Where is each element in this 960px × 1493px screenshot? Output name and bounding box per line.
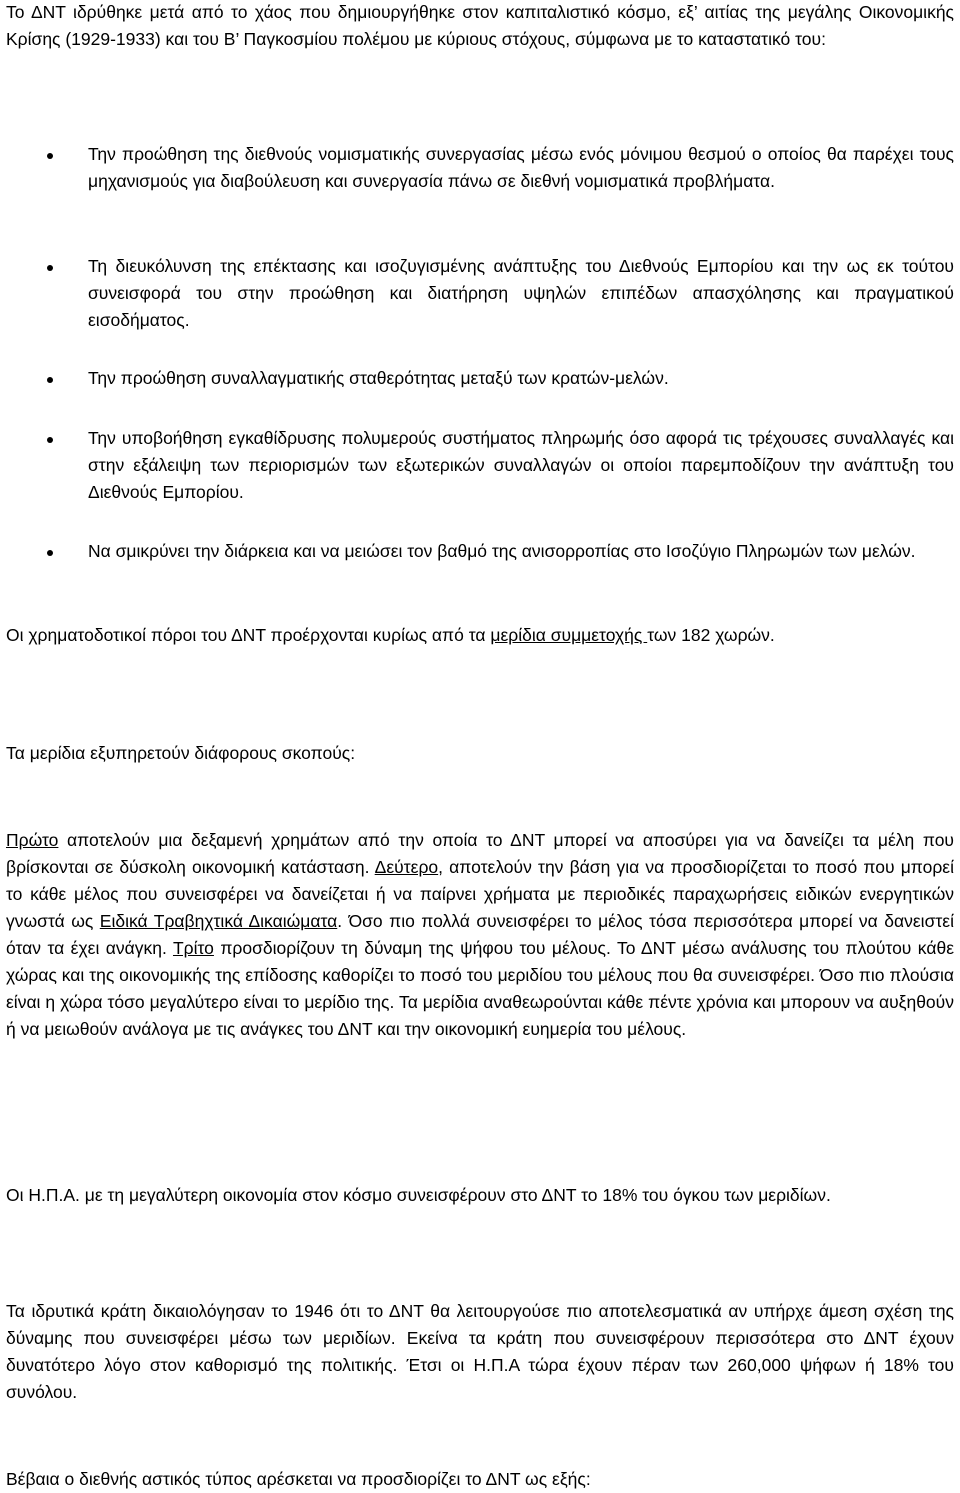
middle-text: . Όσο πιο πολλά συνεισφέρει το μέλος τόσα περισσότερα μπορεί να δανειστεί όταν τα έχει ανάγκη.: [6, 911, 954, 958]
first-text: αποτελούν μια δεξαμενή χρημάτων από την οποία το ΔΝΤ μπορεί να αποσύρει για να δανείζει τα μέλη που βρίσκονται σε δύσκολη οικονομική κατάσταση.: [6, 830, 954, 877]
bullet-item: Την προώθηση συναλλαγματικής σταθερότητας μεταξύ των κρατών-μελών.: [88, 368, 669, 388]
shares-paragraph: [6, 827, 954, 1043]
bullet-dot-icon: [47, 265, 53, 271]
funding-paragraph: [6, 622, 954, 649]
usa-share-paragraph: Οι Η.Π.Α. με τη μεγαλύτερη οικονομία στον κόσμο συνεισφέρουν στο ΔΝΤ το 18% του όγκου των μεριδίων.: [6, 1185, 831, 1205]
funding-text-end: των 182 χωρών.: [647, 625, 775, 645]
sdr-link[interactable]: Ειδικά Τραβηχτικά Δικαιώματα: [99, 911, 338, 931]
bullet-item: Την προώθηση της διεθνούς νομισματικής συνεργασίας μέσω ενός μόνιμου θεσμού ο οποίος θα παρέχει τους μηχανισμούς για διαβούλευση και συνεργασία πάνω σε διεθνή νομισματικά προβλήματα.: [88, 144, 954, 191]
funding-text: Οι χρηματοδοτικοί πόροι του ΔΝΤ προέρχονται κυρίως από τα: [6, 625, 491, 645]
bullet-dot-icon: [47, 550, 53, 556]
second-text: , αποτελούν την βάση για να προσδιορίζεται το ποσό που μπορεί το κάθε μέλος που συνεισφέρει να δανείζεται ή να παίρνει χρήματα με περιοδικές παραχωρήσεις ειδικών ενεργητικών γνωστά ως: [6, 857, 954, 931]
bullet-item: Τη διευκόλυνση της επέκτασης και ισοζυγισμένης ανάπτυξης του Διεθνούς Εμπορίου και την ως εκ τούτου συνεισφορά του στην προώθηση και διατήρηση υψηλών επιπέδων απασχόλησης και πραγματικού εισοδήματος.: [88, 256, 954, 330]
bullet-dot-icon: [47, 437, 53, 443]
bullet-item: Την υποβοήθηση εγκαθίδρυσης πολυμερούς συστήματος πληρωμής όσο αφορά τις τρέχουσες συναλλαγές και στην εξάλειψη των περιορισμών των εξωτερικών συναλλαγών οι οποίοι παρεμποδίζουν την ανάπτυξη του Διεθνούς Εμπορίου.: [88, 428, 954, 502]
third-label: Τρίτο: [172, 938, 214, 958]
bullet-dot-icon: [47, 153, 53, 159]
shares-heading: Τα μερίδια εξυπηρετούν διάφορους σκοπούς:: [6, 743, 356, 763]
third-text: προσδιορίζουν τη δύναμη της ψήφου του μέλους. Το ΔΝΤ μέσω ανάλυσης του πλούτου κάθε χώρας και της οικονομικής της επίδοσης καθορίζει το ποσό του μεριδίου του μέλους που θα συνεισφέρει. Όσο πιο πλούσια είναι η χώρα τόσο μεγαλύτερο είναι το μερίδιο της. Τα μερίδια αναθεωρούνται κάθε πέντε χρόνια και μπορουν να αυξηθούν ή να μειωθούν ανάλογα με τις ανάγκες του ΔΝΤ και την οικονομική ευημερία του μέλους.: [6, 938, 954, 1039]
bullet-dot-icon: [47, 377, 53, 383]
first-label: Πρώτο: [6, 830, 59, 850]
closing-paragraph: Βέβαια ο διεθνής αστικός τύπος αρέσκεται να προσδιορίζει το ΔΝΤ ως εξής:: [6, 1469, 591, 1489]
shares-link[interactable]: μερίδια συμμετοχής: [490, 625, 648, 645]
second-label: Δεύτερο: [374, 857, 439, 877]
bullet-item: Να σμικρύνει την διάρκεια και να μειώσει τον βαθμό της ανισορροπίας στο Ισοζύγιο Πληρωμών των μελών.: [88, 541, 916, 561]
founders-paragraph: Τα ιδρυτικά κράτη δικαιολόγησαν το 1946 ότι το ΔΝΤ θα λειτουργούσε πιο αποτελεσματικά αν υπήρχε άμεση σχέση της δύναμης που συνεισφέρει μέσω των μεριδίων. Εκείνα τα κράτη που συνεισφέρουν περισσότερα στο ΔΝΤ έχουν δυνατότερο λόγο στον καθορισμό της πολιτικής. Έτσι οι Η.Π.Α τώρα έχουν πέραν των 260,000 ψήφων ή 18% του συνόλου.: [6, 1301, 954, 1402]
intro-paragraph: Το ΔΝΤ ιδρύθηκε μετά από το χάος που δημιουργήθηκε στον καπιταλιστικό κόσμο, εξ’ αιτίας της μεγάλης Οικονομικής Κρίσης (1929-1933) και του Β’ Παγκοσμίου πολέμου με κύριους στόχους, σύμφωνα με το καταστατικό του:: [6, 2, 954, 49]
